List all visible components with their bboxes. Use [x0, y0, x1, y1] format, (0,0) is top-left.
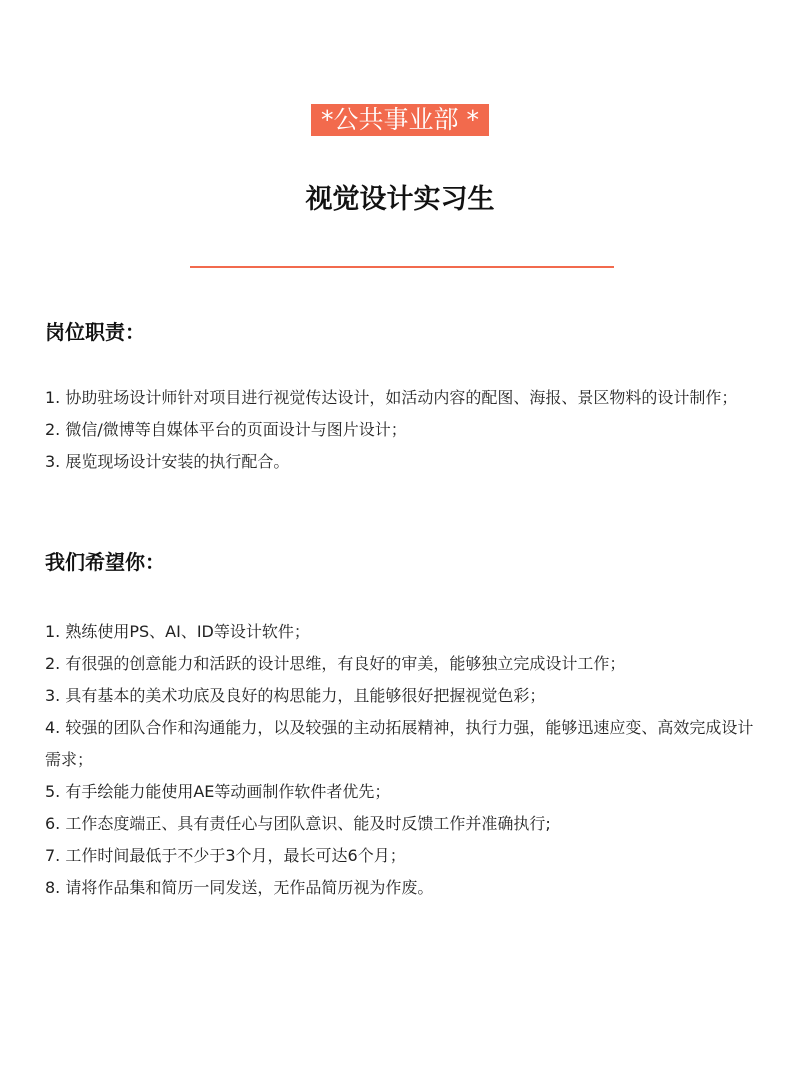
requirements-heading: 我们希望你：: [45, 550, 165, 574]
requirement-item: 3. 具有基本的美术功底及良好的构思能力，且能够很好把握视觉色彩；: [45, 686, 546, 705]
duty-item: 2. 微信/微博等自媒体平台的页面设计与图片设计；: [45, 420, 407, 439]
requirement-item: 2. 有很强的创意能力和活跃的设计思维，有良好的审美，能够独立完成设计工作；: [45, 654, 626, 673]
job-title: 视觉设计实习生: [305, 184, 495, 215]
requirement-item: 6. 工作态度端正、具有责任心与团队意识、能及时反馈工作并准确执行;: [45, 814, 551, 833]
requirement-item: 8. 请将作品集和简历一同发送，无作品简历视为作废。: [45, 878, 434, 897]
requirement-item: 7. 工作时间最低于不少于3个月，最长可达6个月；: [45, 846, 406, 865]
department-tag: *公共事业部 *: [311, 104, 489, 136]
department-tag-container: [0, 104, 800, 136]
requirement-item: 4. 较强的团队合作和沟通能力，以及较强的主动拓展精神，执行力强，能够迅速应变、高效完成设计需求；: [45, 718, 754, 769]
duty-item: 3. 展览现场设计安装的执行配合。: [45, 452, 290, 471]
duty-item: 1. 协助驻场设计师针对项目进行视觉传达设计，如活动内容的配图、海报、景区物料的设计制作；: [45, 388, 738, 407]
duties-list: [45, 382, 765, 478]
requirement-item: 5. 有手绘能力能使用AE等动画制作软件者优先；: [45, 782, 391, 801]
title-divider: [190, 266, 614, 268]
duties-heading: 岗位职责：: [45, 320, 145, 344]
requirements-list: [45, 616, 765, 904]
requirement-item: 1. 熟练使用PS、AI、ID等设计软件；: [45, 622, 310, 641]
